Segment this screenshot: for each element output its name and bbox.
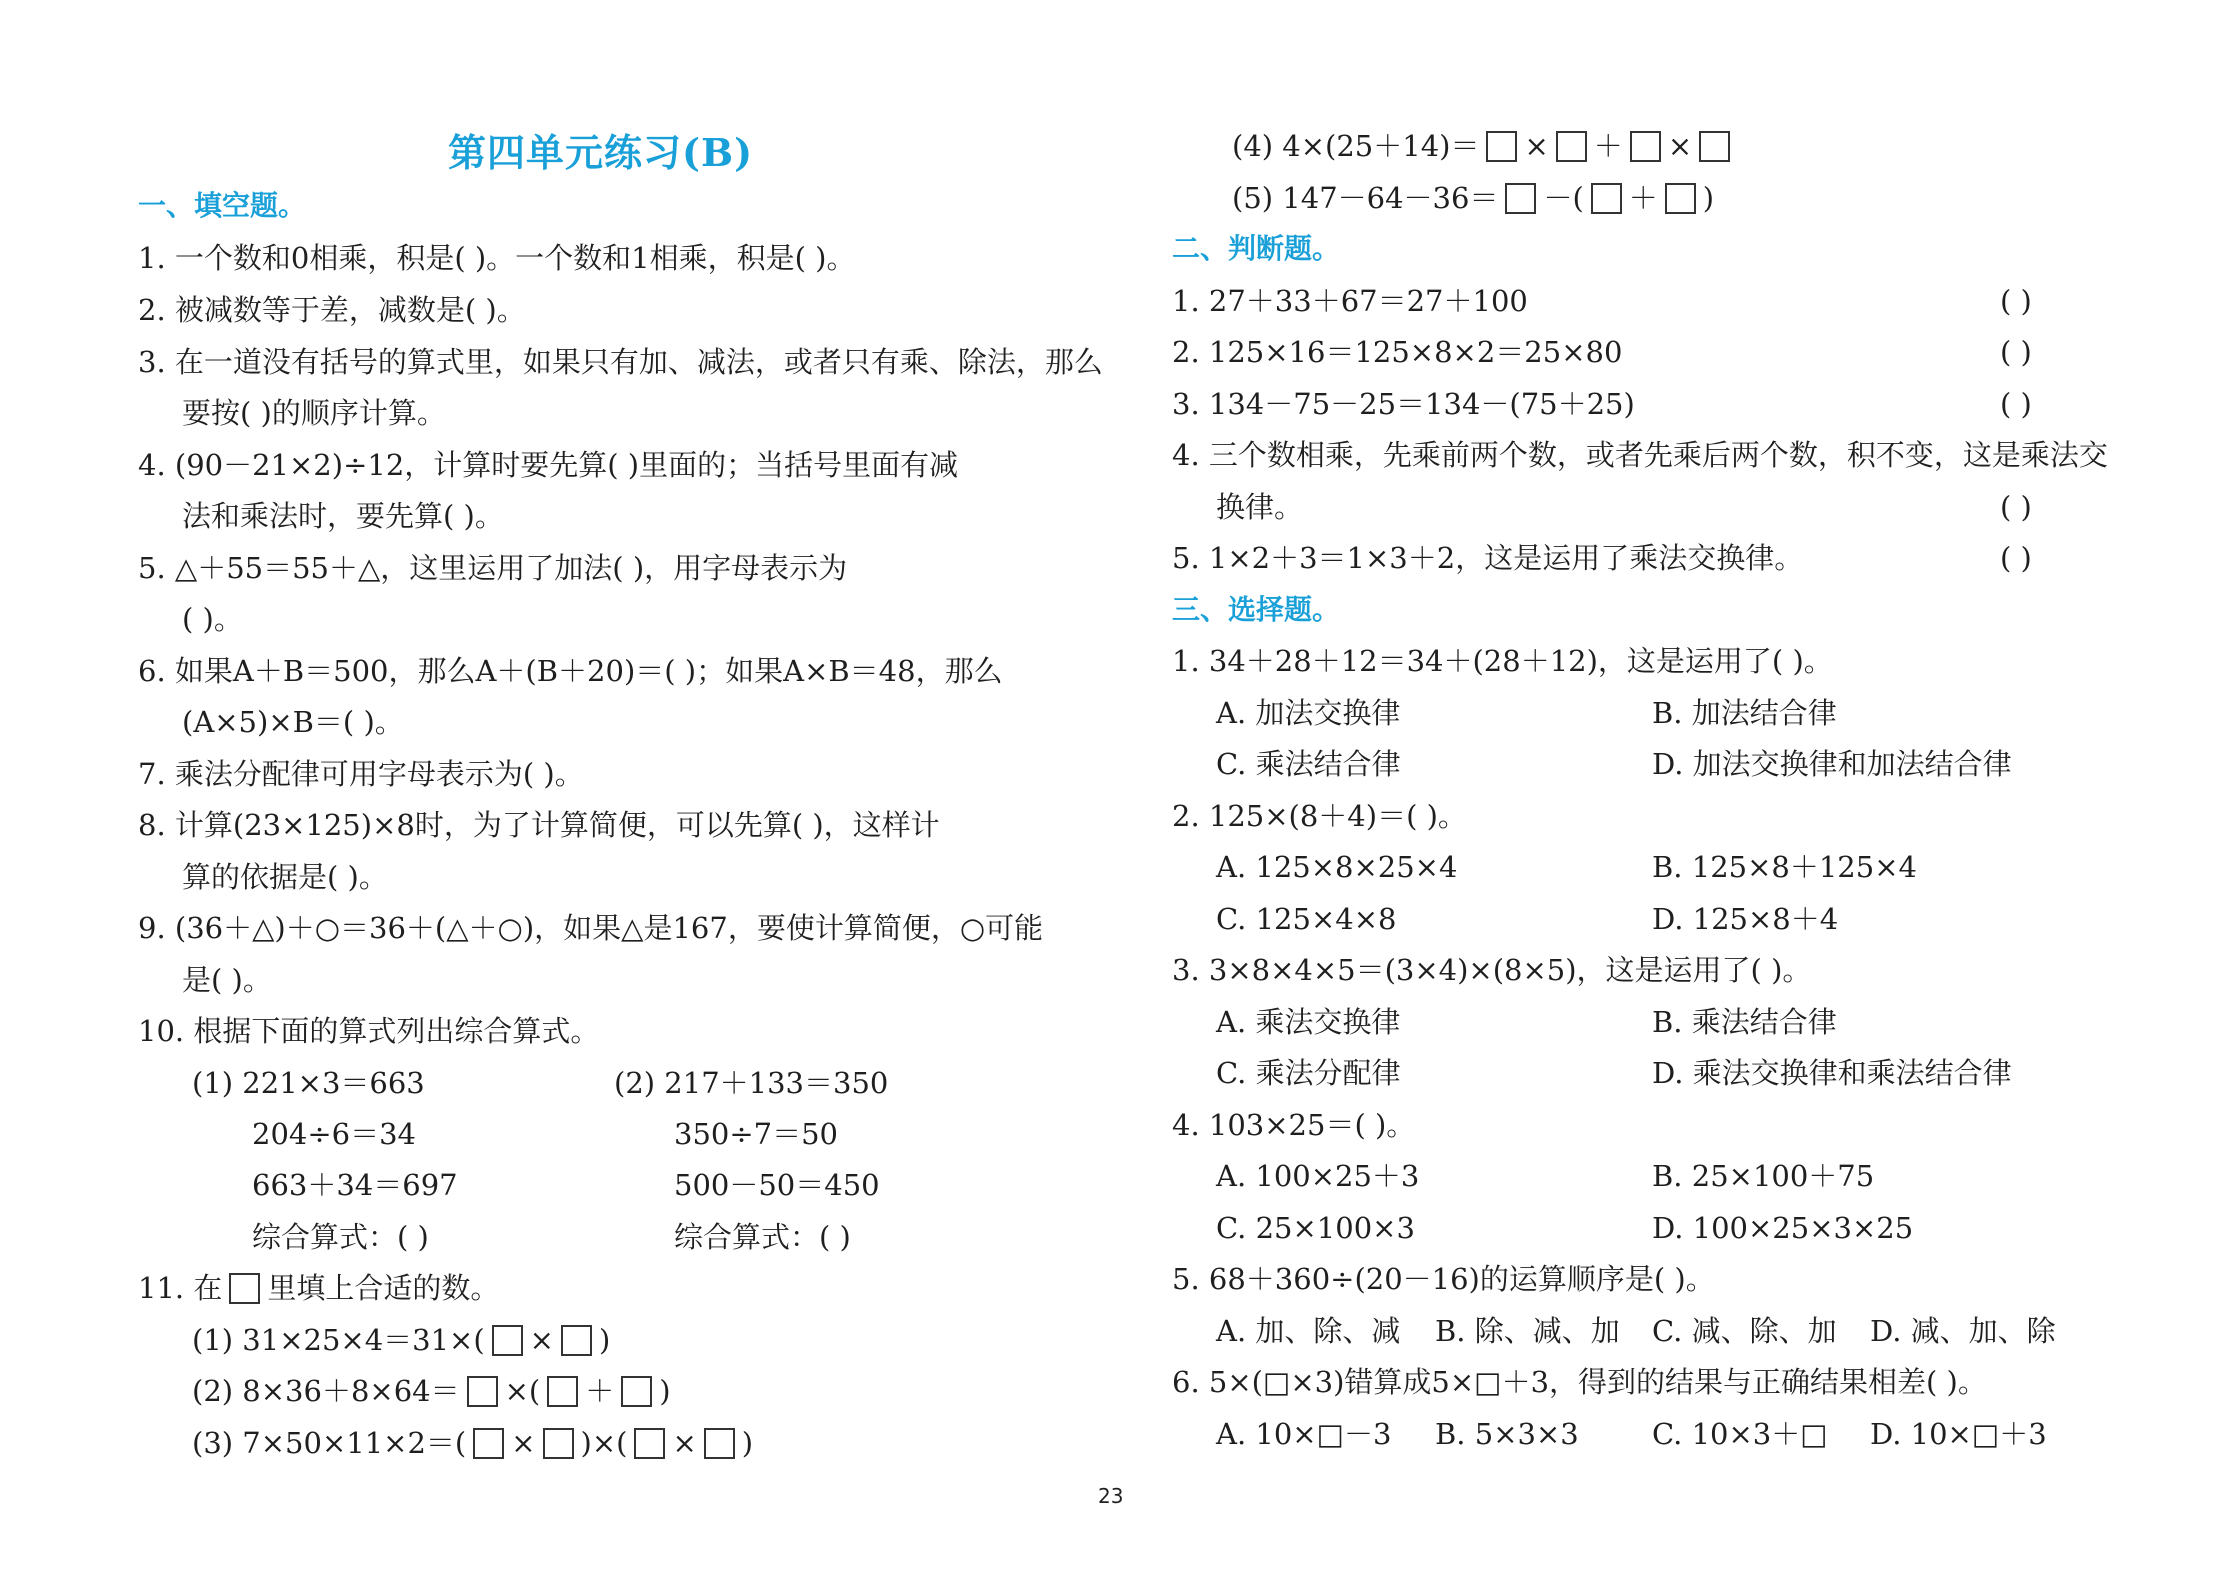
answer-box[interactable] [473, 1428, 504, 1459]
question-10-2-step1: (2) 217＋133＝350 [614, 1066, 889, 1100]
question-2: 2. 被减数等于差，减数是( )。 [138, 293, 526, 327]
question-6-line1: 6. 如果A＋B＝500，那么A＋(B＋20)＝( )；如果A×B＝48，那么 [138, 654, 1003, 688]
answer-box[interactable] [543, 1428, 574, 1459]
choice-5-option-c[interactable]: C. 减、除、加 [1652, 1314, 1837, 1348]
choice-6: 6. 5×(□×3)错算成5×□＋3，得到的结果与正确结果相差( )。 [1172, 1365, 1987, 1399]
judge-3-answer[interactable]: ( ) [2000, 387, 2032, 421]
question-11 [138, 1268, 499, 1308]
question-4-line2: 法和乘法时，要先算( )。 [182, 499, 504, 533]
question-7: 7. 乘法分配律可用字母表示为( )。 [138, 757, 584, 791]
choice-3-option-c[interactable]: C. 乘法分配律 [1216, 1056, 1401, 1090]
answer-box[interactable] [704, 1428, 735, 1459]
choice-5-option-a[interactable]: A. 加、除、减 [1216, 1314, 1401, 1348]
judge-3: 3. 134－75－25＝134－(75＋25) [1172, 387, 1635, 421]
question-9-line1: 9. (36＋△)＋○＝36＋(△＋○)，如果△是167，要使计算简便，○可能 [138, 911, 1044, 945]
question-10-1-answer: 综合算式：( ) [252, 1220, 429, 1254]
choice-1: 1. 34＋28＋12＝34＋(28＋12)，这是运用了( )。 [1172, 644, 1833, 678]
question-10-1-step1: (1) 221×3＝663 [192, 1066, 425, 1100]
judge-4-line2: 换律。 [1216, 490, 1304, 524]
question-4-line1: 4. (90－21×2)÷12，计算时要先算( )里面的；当括号里面有减 [138, 448, 959, 482]
question-11-4: (4) 4×(25＋14)＝ × ＋ × [1232, 126, 1737, 166]
choice-2: 2. 125×(8＋4)＝( )。 [1172, 799, 1467, 833]
choice-3: 3. 3×8×4×5＝(3×4)×(8×5)，这是运用了( )。 [1172, 953, 1812, 987]
choice-5-option-d[interactable]: D. 减、加、除 [1870, 1314, 2056, 1348]
choice-5: 5. 68＋360÷(20－16)的运算顺序是( )。 [1172, 1262, 1715, 1296]
judge-2-answer[interactable]: ( ) [2000, 335, 2032, 369]
choice-2-option-c[interactable]: C. 125×4×8 [1216, 902, 1397, 936]
answer-box[interactable] [1505, 183, 1536, 214]
answer-box[interactable] [1630, 131, 1661, 162]
choice-6-option-c[interactable]: C. 10×3＋□ [1652, 1417, 1828, 1451]
choice-5-option-b[interactable]: B. 除、减、加 [1435, 1314, 1620, 1348]
question-10-2-step2: 350÷7＝50 [674, 1117, 839, 1151]
judge-5-answer[interactable]: ( ) [2000, 541, 2032, 575]
question-3-line1: 3. 在一道没有括号的算式里，如果只有加、减法，或者只有乘、除法，那么 [138, 345, 1103, 379]
question-11-5: (5) 147－64－36＝ －( ＋ ) [1232, 181, 1715, 215]
question-8-line1: 8. 计算(23×125)×8时，为了计算简便，可以先算( )，这样计 [138, 808, 940, 842]
question-10-2-answer: 综合算式：( ) [674, 1220, 851, 1254]
section-true-false: 二、判断题。 [1172, 232, 1341, 265]
answer-box[interactable] [1699, 131, 1730, 162]
choice-2-option-a[interactable]: A. 125×8×25×4 [1216, 850, 1458, 884]
answer-box[interactable] [634, 1428, 665, 1459]
answer-box[interactable] [467, 1376, 498, 1407]
page-title: 第四单元练习(B) [448, 130, 754, 175]
choice-4: 4. 103×25＝( )。 [1172, 1108, 1416, 1142]
question-11-suffix: 里填上合适的数。 [267, 1271, 500, 1305]
answer-box[interactable] [1665, 183, 1696, 214]
choice-1-option-a[interactable]: A. 加法交换律 [1216, 696, 1401, 730]
choice-4-option-b[interactable]: B. 25×100＋75 [1652, 1159, 1875, 1193]
choice-1-option-c[interactable]: C. 乘法结合律 [1216, 747, 1401, 781]
answer-box[interactable] [492, 1325, 523, 1356]
answer-box[interactable] [561, 1325, 592, 1356]
question-11-1: (1) 31×25×4＝31×( × ) [192, 1323, 611, 1357]
answer-box[interactable] [621, 1376, 652, 1407]
question-11-2: (2) 8×36＋8×64＝ ×( ＋ ) [192, 1374, 671, 1408]
choice-3-option-a[interactable]: A. 乘法交换律 [1216, 1005, 1401, 1039]
question-3-line2: 要按( )的顺序计算。 [182, 396, 446, 430]
question-5-line2: ( )。 [182, 602, 243, 636]
choice-6-option-d[interactable]: D. 10×□＋3 [1870, 1417, 2047, 1451]
question-9-line2: 是( )。 [182, 963, 272, 997]
choice-4-option-a[interactable]: A. 100×25＋3 [1216, 1159, 1420, 1193]
choice-2-option-b[interactable]: B. 125×8＋125×4 [1652, 850, 1917, 884]
section-multiple-choice: 三、选择题。 [1172, 593, 1341, 626]
choice-1-option-d[interactable]: D. 加法交换律和加法结合律 [1652, 747, 2012, 781]
question-10-1-step3: 663＋34＝697 [252, 1168, 458, 1202]
choice-3-option-d[interactable]: D. 乘法交换律和乘法结合律 [1652, 1056, 2012, 1090]
choice-3-option-b[interactable]: B. 乘法结合律 [1652, 1005, 1837, 1039]
answer-box[interactable] [547, 1376, 578, 1407]
section-fill-in: 一、填空题。 [138, 189, 307, 222]
choice-1-option-b[interactable]: B. 加法结合律 [1652, 696, 1837, 730]
page-number: 23 [1098, 1484, 1124, 1508]
question-10: 10. 根据下面的算式列出综合算式。 [138, 1014, 600, 1048]
choice-2-option-d[interactable]: D. 125×8＋4 [1652, 902, 1839, 936]
choice-6-option-b[interactable]: B. 5×3×3 [1435, 1417, 1579, 1451]
question-10-2-step3: 500－50＝450 [674, 1168, 880, 1202]
question-1: 1. 一个数和0相乘，积是( )。一个数和1相乘，积是( )。 [138, 241, 856, 275]
answer-box[interactable] [1556, 131, 1587, 162]
question-6-line2: (A×5)×B＝( )。 [182, 705, 404, 739]
choice-6-option-a[interactable]: A. 10×□－3 [1216, 1417, 1392, 1451]
judge-4-line1: 4. 三个数相乘，先乘前两个数，或者先乘后两个数，积不变，这是乘法交 [1172, 438, 2108, 472]
question-11-prefix: 11. 在 [138, 1271, 223, 1305]
judge-1: 1. 27＋33＋67＝27＋100 [1172, 284, 1528, 318]
question-8-line2: 算的依据是( )。 [182, 860, 388, 894]
judge-2: 2. 125×16＝125×8×2＝25×80 [1172, 335, 1623, 369]
question-5-line1: 5. △＋55＝55＋△，这里运用了加法( )，用字母表示为 [138, 551, 848, 585]
judge-5: 5. 1×2＋3＝1×3＋2，这是运用了乘法交换律。 [1172, 541, 1804, 575]
answer-box-sample [229, 1273, 260, 1304]
question-10-1-step2: 204÷6＝34 [252, 1117, 417, 1151]
answer-box[interactable] [1486, 131, 1517, 162]
judge-4-answer[interactable]: ( ) [2000, 490, 2032, 524]
answer-box[interactable] [1591, 183, 1622, 214]
choice-4-option-c[interactable]: C. 25×100×3 [1216, 1211, 1415, 1245]
question-11-3: (3) 7×50×11×2＝( × )×( × ) [192, 1426, 754, 1460]
choice-4-option-d[interactable]: D. 100×25×3×25 [1652, 1211, 1914, 1245]
judge-1-answer[interactable]: ( ) [2000, 284, 2032, 318]
